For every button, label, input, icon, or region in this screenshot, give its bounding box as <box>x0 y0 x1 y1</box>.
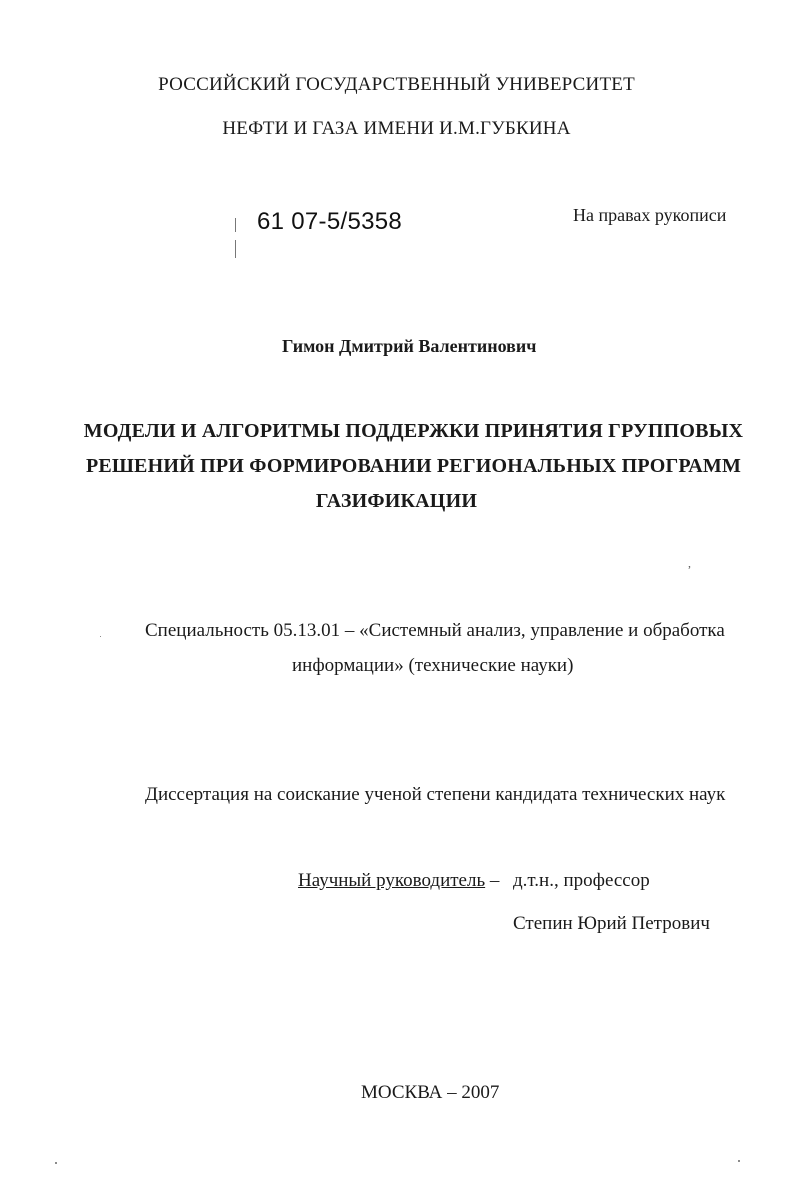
supervisor-dash: – <box>489 870 500 891</box>
university-name-line2: НЕФТИ И ГАЗА ИМЕНИ И.М.ГУБКИНА <box>222 118 571 139</box>
title-line1: МОДЕЛИ И АЛГОРИТМЫ ПОДДЕРЖКИ ПРИНЯТИЯ ГРУППОВЫХ <box>83 420 744 442</box>
stamp-mark-top <box>235 218 236 232</box>
scan-speck <box>100 636 101 637</box>
scan-speck <box>55 1162 57 1164</box>
specialty-line2: информации» (технические науки) <box>292 655 574 676</box>
university-name-line1: РОССИЙСКИЙ ГОСУДАРСТВЕННЫЙ УНИВЕРСИТЕТ <box>158 74 635 95</box>
city-year: МОСКВА – 2007 <box>361 1082 500 1103</box>
scan-speck <box>738 1160 740 1162</box>
stamp-number: 61 07-5/5358 <box>257 208 403 235</box>
supervisor-name: Степин Юрий Петрович <box>513 913 710 934</box>
title-line2: РЕШЕНИЙ ПРИ ФОРМИРОВАНИИ РЕГИОНАЛЬНЫХ ПРОГРАММ <box>85 455 742 477</box>
title-line3: ГАЗИФИКАЦИИ <box>315 490 478 512</box>
supervisor-label: Научный руководитель <box>298 870 486 891</box>
manuscript-rights: На правах рукописи <box>573 205 727 225</box>
supervisor-degree: д.т.н., профессор <box>513 870 650 891</box>
specialty-line1: Специальность 05.13.01 – «Системный анализ, управление и обработка <box>145 620 725 641</box>
stamp-mark-bottom <box>235 240 236 258</box>
author-name: Гимон Дмитрий Валентинович <box>282 336 537 356</box>
stray-mark: , <box>688 556 691 570</box>
dissertation-description: Диссертация на соискание ученой степени кандидата технических наук <box>145 784 726 805</box>
supervisor-row <box>298 870 499 892</box>
